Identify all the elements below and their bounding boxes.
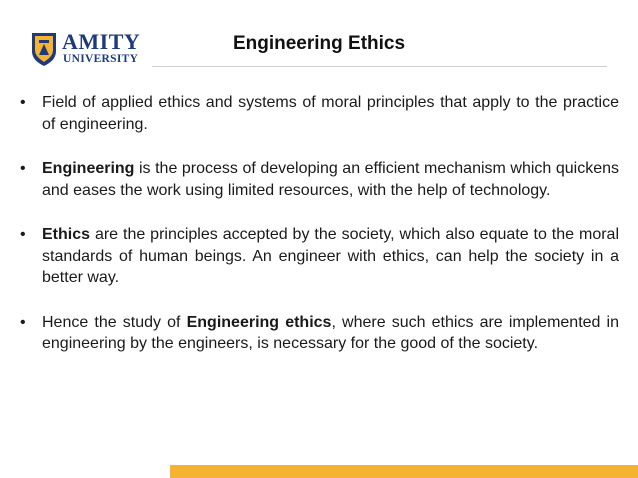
bullet-bold-term: Ethics: [42, 226, 91, 243]
bullet-item-3: [20, 224, 619, 289]
amity-logo: [30, 31, 142, 71]
bullet-item-4: [20, 312, 619, 355]
bullet-text: , where such ethics are implemented in engineering by the engineers, is necessary for the good of the society.: [42, 313, 620, 352]
bullet-bold-term: Engineering: [42, 160, 135, 177]
bullet-item-2: [20, 158, 619, 201]
title-divider: [152, 66, 607, 67]
bullet-text: Field of applied ethics and systems of moral principles that apply to the practice of engineering.: [42, 94, 619, 133]
footer-accent-bar: [170, 465, 638, 478]
bullet-text-lead: Hence the study of: [42, 313, 187, 331]
bullet-marker: •: [20, 94, 26, 111]
bullet-marker: •: [20, 160, 26, 177]
bullet-text: are the principles accepted by the society, which also equate to the moral standards of human beings. An engineer with ethics, can help the society in a better way.: [42, 226, 619, 286]
bullet-marker: •: [20, 313, 26, 331]
amity-shield-icon: [30, 31, 58, 67]
bullet-marker: •: [20, 226, 26, 243]
bullet-item-1: [20, 92, 619, 135]
logo-amity-text: AMITY: [62, 29, 141, 54]
logo-university-text: UNIVERSITY: [63, 53, 139, 65]
bullet-list: [20, 92, 619, 378]
slide-title: Engineering Ethics: [232, 33, 406, 54]
bullet-text: is the process of developing an efficient mechanism which quickens and eases the work using limited resources, with the help of technology.: [42, 160, 619, 199]
bullet-bold-term: Engineering ethics: [186, 313, 332, 331]
